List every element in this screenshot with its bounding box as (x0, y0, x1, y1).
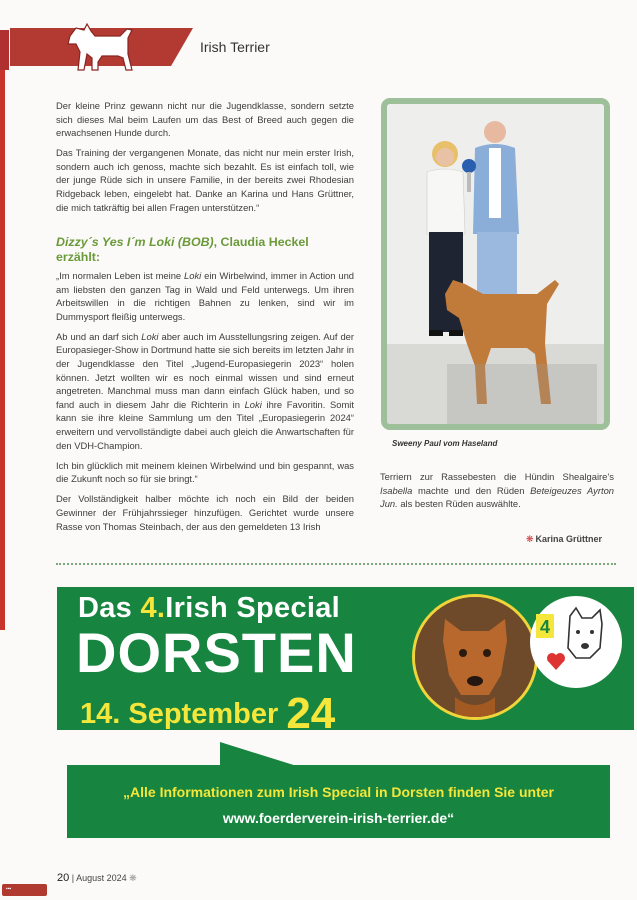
ad-date-text: 14. September (80, 698, 287, 730)
intro-paragraph-1: Der kleine Prinz gewann nicht nur die Jugendklasse, sondern setzte sich dieses Mal beim Laufen um das Best of Breed auch gegen die erwachsenen Hunde durch. (56, 100, 354, 139)
story-p1-b: ein Wirbelwind, immer in Action und am liebsten den ganzen Tag in Wald und Feld unterwegs. Um ihren Arbeitswillen in die richtigen Bahnen zu lenken, sind wir im Dummysport fleißig unterwegs. (56, 270, 354, 322)
ad-info-box (67, 765, 610, 838)
dog-name: Dizzy´s Yes I´m Loki (BOB) (56, 235, 214, 249)
show-photo (381, 98, 610, 430)
terrier-portrait-icon (415, 597, 535, 717)
ad-arrow (220, 742, 300, 767)
ad-dog-photo (412, 594, 538, 720)
corner-logo (2, 884, 47, 896)
story-subheading (56, 235, 354, 265)
loki-name: Loki (184, 270, 202, 281)
loki-name: Loki (244, 398, 262, 410)
page-number: 20 (57, 872, 70, 884)
ad-city: DORSTEN (76, 621, 357, 684)
page-footer (57, 872, 137, 884)
right-text-a: Terriern zur Rassebesten die Hündin Shealgaire’s (380, 471, 614, 482)
author-credit (526, 534, 602, 545)
intro-text (56, 99, 354, 221)
loki-name: Loki (141, 330, 159, 342)
story-p1-a: „Im normalen Leben ist meine (56, 270, 185, 281)
badge-number: 4 (539, 617, 551, 637)
right-column-text (380, 470, 614, 517)
ad-badge (530, 596, 622, 688)
story-p2-a: Ab und an darf sich (56, 330, 142, 342)
dog-name-ayrton: Beteigeuzes Ayrton Jun. (380, 484, 614, 510)
right-text-b: machte und den Rüden (412, 484, 531, 496)
corner-logo-mark: ▪▪▪ (6, 886, 12, 892)
photo-caption: Sweeny Paul vom Haseland (392, 439, 498, 448)
left-accent-tab (0, 30, 9, 70)
section-title: Irish Terrier (200, 39, 270, 55)
right-column-paragraph (380, 470, 614, 511)
ad-info-text: „Alle Informationen zum Irish Special in Dorsten finden Sie unter (123, 784, 554, 800)
paw-icon: ❋ (129, 873, 137, 883)
story-paragraph-3: Ich bin glücklich mit meinem kleinen Wirbelwind und bin gespannt, was die Zukunft noch so für sie bringt.“ (56, 459, 354, 485)
story-paragraph-4: Der Vollständigkeit halber möchte ich noch ein Bild der beiden Gewinner der Frühjahrssieger hinzufügen. Gerichtet wurde unsere Rasse von Thomas Steinbach, der aus den gemeldeten 13 Irish (56, 493, 354, 532)
terrier-logo-icon (62, 14, 142, 76)
story-text (56, 269, 354, 540)
show-photo-illustration (387, 104, 604, 424)
badge-dog-icon (530, 596, 622, 688)
story-paragraph-1 (56, 269, 354, 323)
story-p2-b: aber auch im Ausstellungsring zeigen. Auf der Europasieger-Show in Dortmund hatte sie sich bereits im letzten Jahr in der Jugendklasse den Titel „Jugend-Europasiegerin 2023“ holen können. Jetzt wollten wir es noch einmal wissen und sind erneut angetreten. Manchmal muss man dann einfach Glück haben, und so fand auch in diesem Jahr die Richterin in (56, 330, 354, 410)
intro-paragraph-2: Das Training der vergangenen Monate, das nicht nur mein erster Irish, sondern auch ich genoss, machte sich bezahlt. Es ist einfach toll, wie der junge Rüde sich in unsere Familie, in der bereits zwei Rhodesian Ridgeback leben, eingelebt hat. Danke an Karina und Hans Grüttner, die mich tatkräftig bei allen Fragen unterstützen.“ (56, 147, 354, 213)
author-name: Karina Grüttner (535, 534, 603, 544)
ad-date (80, 684, 336, 738)
right-text-c: als besten Rüden auswählte. (397, 498, 521, 510)
paw-icon: ❋ (526, 534, 534, 544)
dog-name-isabella: Isabella (380, 484, 413, 496)
story-paragraph-2 (56, 330, 354, 452)
subheading-rest: , Claudia Heckel erzählt: (56, 235, 309, 264)
ad-date-year: 24 (286, 689, 336, 738)
issue-date: | August 2024 (69, 873, 130, 883)
ad-title-number: 4. (140, 592, 166, 624)
ad-title-a: Das (78, 592, 141, 624)
ad-website-link[interactable]: www.foerderverein-irish-terrier.de“ (222, 810, 455, 826)
left-accent-bar (0, 30, 5, 630)
ad-title-b: Irish Special (165, 592, 341, 624)
story-p2-c: ihre Favoritin. Somit kann sie ihre kleine Sammlung um den Titel „Europasiegerin 2024“ erweitern und vervollständigte dabei auch gleich die Anwartschaften für den VDH-Champion. (56, 398, 354, 451)
section-divider (56, 563, 616, 565)
